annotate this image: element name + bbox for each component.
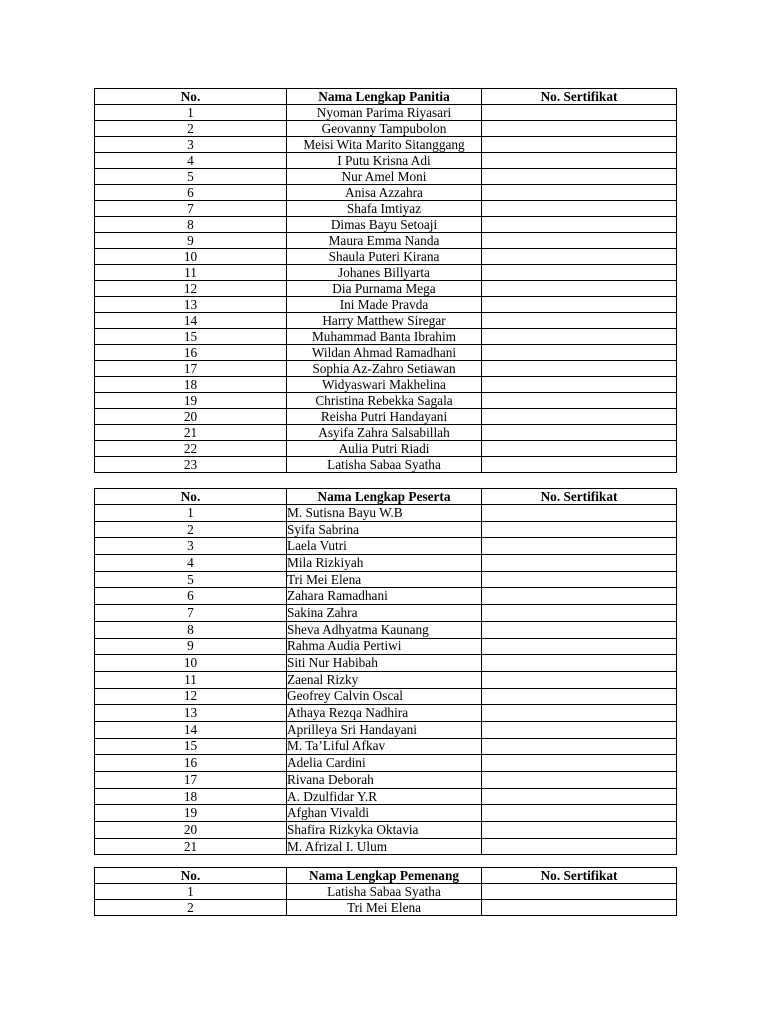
- row-number: 17: [95, 772, 287, 789]
- row-number: 14: [95, 313, 287, 329]
- certificate-number: [482, 571, 677, 588]
- certificate-number: [482, 688, 677, 705]
- row-number: 2: [95, 121, 287, 137]
- person-name: Tri Mei Elena: [287, 571, 482, 588]
- person-name: Nur Amel Moni: [287, 169, 482, 185]
- person-name: Christina Rebekka Sagala: [287, 393, 482, 409]
- table-row: [95, 571, 677, 588]
- table-row: [95, 772, 677, 789]
- header-row: [95, 89, 677, 105]
- row-number: 19: [95, 393, 287, 409]
- person-name: Latisha Sabaa Syatha: [287, 457, 482, 473]
- certificate-number: [482, 137, 677, 153]
- row-number: 20: [95, 409, 287, 425]
- certificate-number: [482, 297, 677, 313]
- row-number: 10: [95, 655, 287, 672]
- row-number: 7: [95, 201, 287, 217]
- row-number: 12: [95, 688, 287, 705]
- row-number: 9: [95, 233, 287, 249]
- row-number: 20: [95, 822, 287, 839]
- certificate-number: [482, 425, 677, 441]
- person-name: M. Afrizal I. Ulum: [287, 838, 482, 855]
- table-row: [95, 721, 677, 738]
- person-name: Siti Nur Habibah: [287, 655, 482, 672]
- person-name: Aprilleya Sri Handayani: [287, 721, 482, 738]
- table-row: [95, 788, 677, 805]
- certificate-number: [482, 457, 677, 473]
- certificate-number: [482, 313, 677, 329]
- row-number: 22: [95, 441, 287, 457]
- person-name: Reisha Putri Handayani: [287, 409, 482, 425]
- certificate-number: [482, 217, 677, 233]
- certificate-number: [482, 377, 677, 393]
- table-row: [95, 884, 677, 900]
- person-name: Tri Mei Elena: [287, 900, 482, 916]
- row-number: 6: [95, 588, 287, 605]
- header-certificate: No. Sertifikat: [482, 868, 677, 884]
- row-number: 2: [95, 900, 287, 916]
- person-name: Afghan Vivaldi: [287, 805, 482, 822]
- certificate-number: [482, 805, 677, 822]
- certificate-number: [482, 721, 677, 738]
- row-number: 15: [95, 738, 287, 755]
- person-name: Ini Made Pravda: [287, 297, 482, 313]
- certificate-number: [482, 153, 677, 169]
- row-number: 8: [95, 217, 287, 233]
- person-name: Sophia Az-Zahro Setiawan: [287, 361, 482, 377]
- person-name: Meisi Wita Marito Sitanggang: [287, 137, 482, 153]
- certificate-number: [482, 822, 677, 839]
- certificate-number: [482, 185, 677, 201]
- certificate-number: [482, 281, 677, 297]
- table-row: [95, 105, 677, 121]
- row-number: 15: [95, 329, 287, 345]
- table-row: [95, 671, 677, 688]
- row-number: 13: [95, 297, 287, 313]
- row-number: 1: [95, 105, 287, 121]
- row-number: 19: [95, 805, 287, 822]
- person-name: Zahara Ramadhani: [287, 588, 482, 605]
- table-row: [95, 201, 677, 217]
- table-row: [95, 217, 677, 233]
- row-number: 18: [95, 788, 287, 805]
- certificate-number: [482, 621, 677, 638]
- person-name: M. Sutisna Bayu W.B: [287, 505, 482, 522]
- person-name: A. Dzulfidar Y.R: [287, 788, 482, 805]
- row-number: 17: [95, 361, 287, 377]
- person-name: Adelia Cardini: [287, 755, 482, 772]
- row-number: 2: [95, 521, 287, 538]
- table-row: [95, 313, 677, 329]
- table-row: [95, 249, 677, 265]
- table-peserta: [94, 488, 677, 855]
- table-row: [95, 233, 677, 249]
- person-name: Laela Vutri: [287, 538, 482, 555]
- person-name: Shafira Rizkyka Oktavia: [287, 822, 482, 839]
- row-number: 21: [95, 838, 287, 855]
- certificate-number: [482, 409, 677, 425]
- table-row: [95, 393, 677, 409]
- person-name: Rahma Audia Pertiwi: [287, 638, 482, 655]
- certificate-number: [482, 233, 677, 249]
- table-row: [95, 457, 677, 473]
- certificate-number: [482, 738, 677, 755]
- table-row: [95, 588, 677, 605]
- person-name: Mila Rizkiyah: [287, 555, 482, 572]
- person-name: Dimas Bayu Setoaji: [287, 217, 482, 233]
- person-name: Harry Matthew Siregar: [287, 313, 482, 329]
- row-number: 12: [95, 281, 287, 297]
- row-number: 11: [95, 671, 287, 688]
- person-name: Muhammad Banta Ibrahim: [287, 329, 482, 345]
- person-name: Athaya Rezqa Nadhira: [287, 705, 482, 722]
- person-name: Latisha Sabaa Syatha: [287, 884, 482, 900]
- header-name: Nama Lengkap Peserta: [287, 489, 482, 505]
- row-number: 13: [95, 705, 287, 722]
- row-number: 11: [95, 265, 287, 281]
- table-row: [95, 555, 677, 572]
- table-row: [95, 738, 677, 755]
- certificate-number: [482, 900, 677, 916]
- certificate-number: [482, 505, 677, 522]
- certificate-number: [482, 329, 677, 345]
- person-name: Syifa Sabrina: [287, 521, 482, 538]
- row-number: 16: [95, 345, 287, 361]
- table-row: [95, 655, 677, 672]
- person-name: I Putu Krisna Adi: [287, 153, 482, 169]
- header-row: [95, 868, 677, 884]
- certificate-number: [482, 884, 677, 900]
- table-panitia: [94, 88, 677, 473]
- row-number: 7: [95, 605, 287, 622]
- table-row: [95, 755, 677, 772]
- table-row: [95, 505, 677, 522]
- person-name: Anisa Azzahra: [287, 185, 482, 201]
- certificate-number: [482, 345, 677, 361]
- row-number: 21: [95, 425, 287, 441]
- header-name: Nama Lengkap Pemenang: [287, 868, 482, 884]
- row-number: 5: [95, 169, 287, 185]
- certificate-number: [482, 538, 677, 555]
- table-row: [95, 265, 677, 281]
- person-name: Johanes Billyarta: [287, 265, 482, 281]
- person-name: Zaenal Rizky: [287, 671, 482, 688]
- row-number: 10: [95, 249, 287, 265]
- person-name: Wildan Ahmad Ramadhani: [287, 345, 482, 361]
- table-row: [95, 329, 677, 345]
- header-no: No.: [95, 868, 287, 884]
- certificate-number: [482, 521, 677, 538]
- certificate-number: [482, 605, 677, 622]
- table-row: [95, 688, 677, 705]
- certificate-number: [482, 361, 677, 377]
- table-row: [95, 185, 677, 201]
- table-row: [95, 121, 677, 137]
- row-number: 1: [95, 505, 287, 522]
- certificate-number: [482, 169, 677, 185]
- person-name: Aulia Putri Riadi: [287, 441, 482, 457]
- person-name: Rivana Deborah: [287, 772, 482, 789]
- person-name: Shafa Imtiyaz: [287, 201, 482, 217]
- table-row: [95, 805, 677, 822]
- certificate-number: [482, 588, 677, 605]
- row-number: 3: [95, 538, 287, 555]
- certificate-number: [482, 655, 677, 672]
- certificate-number: [482, 121, 677, 137]
- person-name: Maura Emma Nanda: [287, 233, 482, 249]
- table-row: [95, 153, 677, 169]
- row-number: 1: [95, 884, 287, 900]
- row-number: 4: [95, 153, 287, 169]
- table-row: [95, 297, 677, 313]
- table-row: [95, 425, 677, 441]
- row-number: 3: [95, 137, 287, 153]
- table-row: [95, 605, 677, 622]
- person-name: Shaula Puteri Kirana: [287, 249, 482, 265]
- person-name: M. Ta’Liful Afkav: [287, 738, 482, 755]
- person-name: Dia Purnama Mega: [287, 281, 482, 297]
- row-number: 6: [95, 185, 287, 201]
- table-row: [95, 900, 677, 916]
- header-name: Nama Lengkap Panitia: [287, 89, 482, 105]
- person-name: Nyoman Parima Riyasari: [287, 105, 482, 121]
- person-name: Sheva Adhyatma Kaunang: [287, 621, 482, 638]
- table-row: [95, 638, 677, 655]
- certificate-number: [482, 772, 677, 789]
- table-row: [95, 621, 677, 638]
- row-number: 18: [95, 377, 287, 393]
- table-row: [95, 838, 677, 855]
- header-row: [95, 489, 677, 505]
- table-row: [95, 169, 677, 185]
- header-certificate: No. Sertifikat: [482, 489, 677, 505]
- row-number: 9: [95, 638, 287, 655]
- table-row: [95, 137, 677, 153]
- table-row: [95, 822, 677, 839]
- header-no: No.: [95, 89, 287, 105]
- table-row: [95, 705, 677, 722]
- row-number: 14: [95, 721, 287, 738]
- header-no: No.: [95, 489, 287, 505]
- certificate-number: [482, 105, 677, 121]
- row-number: 4: [95, 555, 287, 572]
- table-row: [95, 345, 677, 361]
- person-name: Geovanny Tampubolon: [287, 121, 482, 137]
- header-certificate: No. Sertifikat: [482, 89, 677, 105]
- table-row: [95, 361, 677, 377]
- certificate-number: [482, 755, 677, 772]
- table-row: [95, 409, 677, 425]
- row-number: 5: [95, 571, 287, 588]
- certificate-number: [482, 249, 677, 265]
- certificate-number: [482, 788, 677, 805]
- table-row: [95, 441, 677, 457]
- person-name: Sakina Zahra: [287, 605, 482, 622]
- certificate-number: [482, 671, 677, 688]
- certificate-number: [482, 838, 677, 855]
- certificate-number: [482, 441, 677, 457]
- table-pemenang: [94, 867, 677, 916]
- person-name: Geofrey Calvin Oscal: [287, 688, 482, 705]
- certificate-number: [482, 201, 677, 217]
- person-name: Widyaswari Makhelina: [287, 377, 482, 393]
- certificate-number: [482, 638, 677, 655]
- row-number: 8: [95, 621, 287, 638]
- certificate-number: [482, 265, 677, 281]
- certificate-number: [482, 555, 677, 572]
- table-row: [95, 538, 677, 555]
- table-row: [95, 377, 677, 393]
- table-row: [95, 521, 677, 538]
- row-number: 16: [95, 755, 287, 772]
- row-number: 23: [95, 457, 287, 473]
- person-name: Asyifa Zahra Salsabillah: [287, 425, 482, 441]
- table-row: [95, 281, 677, 297]
- certificate-number: [482, 705, 677, 722]
- certificate-number: [482, 393, 677, 409]
